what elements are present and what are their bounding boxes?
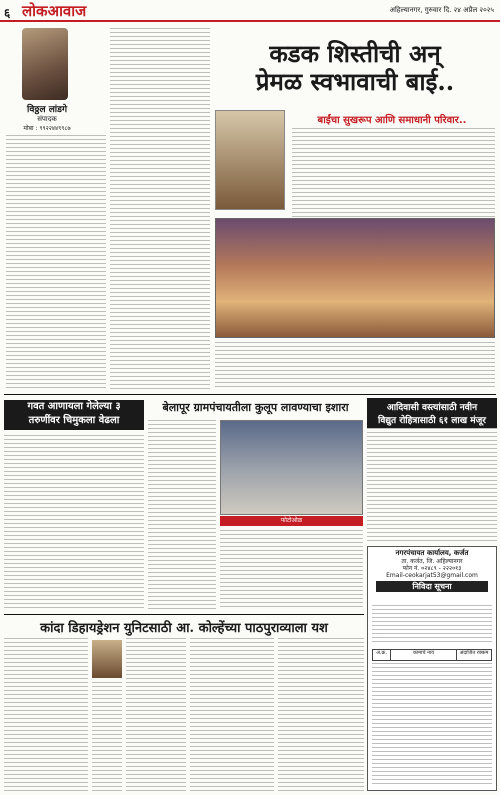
columnist-photo [22,28,68,100]
lead-text-2 [215,342,495,390]
date-line: अहिल्यानगर, गुरुवार दि. २४ अप्रैल २०२५ [389,6,494,14]
notice-office: नगरपंचायत कार्यालय, कर्जत [395,549,469,557]
notice-district: ता. कर्जत, जि. अहिल्यानगर [401,558,463,565]
notice-col-amount: अंदाजित रक्कम [459,650,489,656]
story2-headline-line2: तरुणींवर चिमुकला वेढला [28,415,120,426]
story4-headline [367,398,497,428]
notice-title: निविदा सूचना [376,581,488,592]
story2-headline [4,400,144,430]
column-text-2 [110,28,210,390]
notice-intro-text [372,605,492,645]
story2-text [4,435,144,610]
lead-photo [215,110,285,210]
paper-name: लोकआवाज [22,2,87,20]
story3-text-1 [148,420,216,610]
story5-text-4 [190,638,274,792]
columnist-name: विठ्ठल लांडगे [26,105,68,115]
lead-subhead: बाईंचा सुखरूप आणि समाधानी परिवार.. [317,115,467,126]
masthead [0,0,500,22]
story5-text-1 [4,638,88,792]
notice-table-header [372,649,492,661]
story3-text-2 [220,530,363,610]
notice-phone: फोन नं. ०२४८९ - २२२०१३ [402,565,462,572]
story5-photo [92,640,122,678]
notice-email: Email-ceokarjat53@gmail.com [386,572,478,579]
story5-text-2 [126,638,186,792]
lead-headline-line1: कडक शिस्तीची अन् [269,39,441,68]
story3-headline: बेलापूर ग्रामपंचायतीला कुलूप लावण्याचा इशारा [162,401,349,414]
column-text-left [6,135,106,390]
page-number: ६ [4,6,11,20]
section-rule-2 [4,614,364,615]
columnist-block [6,102,88,132]
story3-photo [220,420,363,515]
notice-table-body [372,663,492,787]
columnist-role: संपादक [37,115,57,123]
story4-headline-line1: आदिवासी वस्त्यांसाठी नवीन [386,403,478,413]
notice-col-work: कामाचे नाव [391,650,457,660]
group-photo [215,218,495,338]
lead-headline [215,40,495,96]
columnist-phone: मोबा : ९९२२४४९९८७ [23,125,71,132]
story5-text-5 [278,638,364,792]
section-rule-1 [4,394,496,395]
story5-text-3 [92,682,122,792]
lead-headline-line2: प्रेमळ स्वभावाची बाई.. [255,67,455,96]
notice-col-sr: अ.क्र. [373,650,391,660]
tender-notice [367,546,497,791]
photo-caption: फोटोओळ [220,516,363,526]
lead-text-1 [292,128,495,218]
story2-headline-line1: गवत आणायला गेलेल्या ३ [27,401,121,412]
story4-headline-line2: विद्युत रोहित्रासाठी ६१ लाख मंजूर [378,416,486,426]
story4-text [367,428,497,543]
story5-headline: कांदा डिहायड्रेशन युनिटसाठी आ. कोल्हेंच्या पाठपुराव्याला यश [40,621,328,636]
